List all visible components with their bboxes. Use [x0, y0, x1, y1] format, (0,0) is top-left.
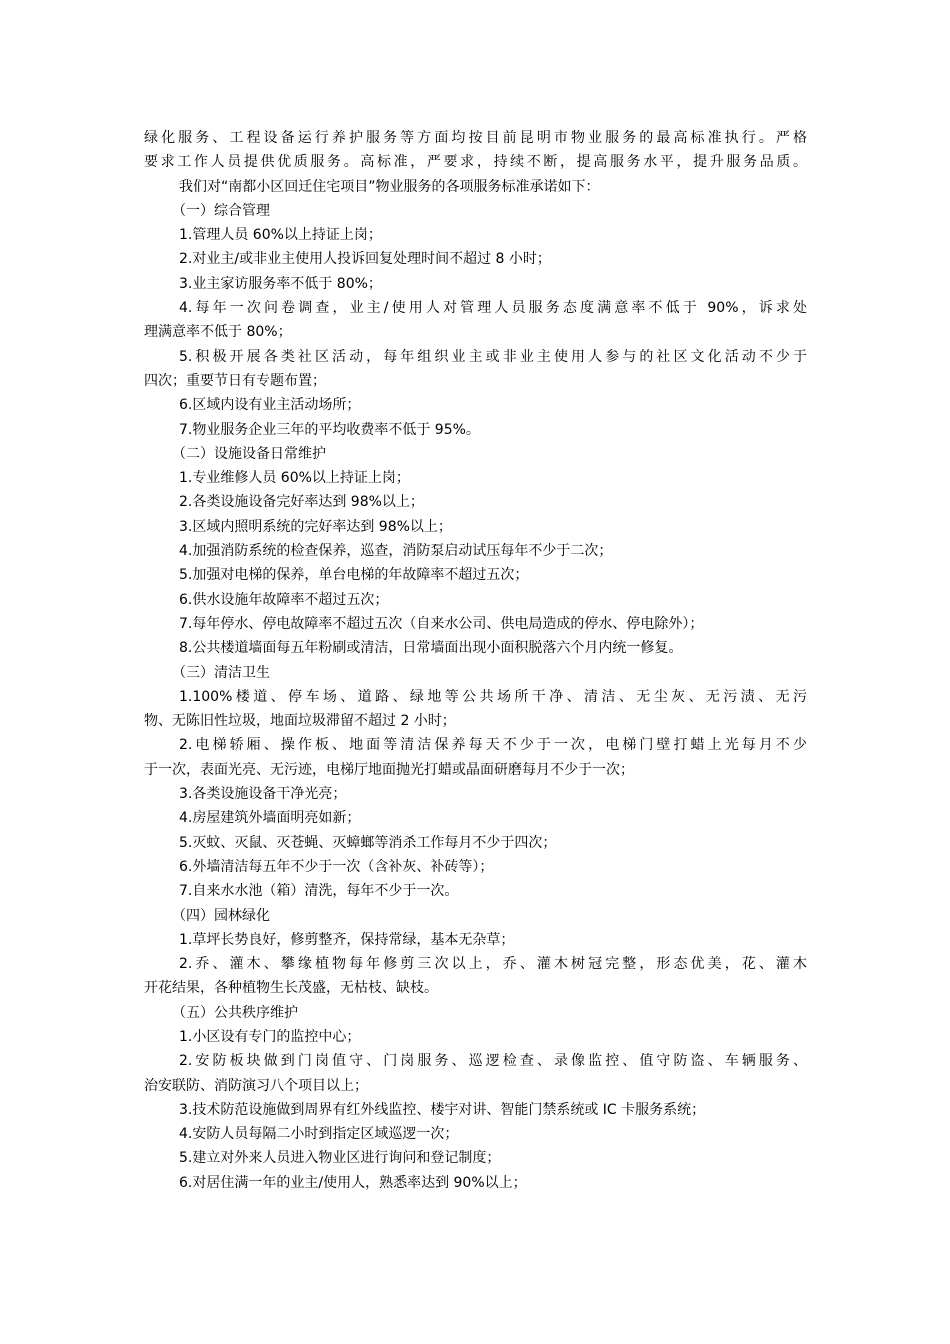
text-line: 4.房屋建筑外墙面明亮如新； [179, 810, 361, 827]
text-line: 5.积极开展各类社区活动，每年组织业主或非业主使用人参与的社区文化活动不少于 [179, 348, 807, 365]
text-line: 5.加强对电梯的保养，单台电梯的年故障率不超过五次； [179, 567, 529, 584]
text-line: 我们对“南都小区回迁住宅项目”物业服务的各项服务标准承诺如下： [179, 178, 600, 195]
text-line: 2.对业主/或非业主使用人投诉回复处理时间不超过 8 小时； [179, 251, 551, 268]
text-line: 5.灭蚊、灭鼠、灭苍蝇、灭蟑螂等消杀工作每月不少于四次； [179, 834, 557, 851]
text-line: 7.物业服务企业三年的平均收费率不低于 95%。 [179, 421, 480, 438]
text-line: 要求工作人员提供优质服务。高标准，严要求，持续不断，提高服务水平，提升服务品质。 [144, 154, 807, 171]
text-line: 3.各类设施设备干净光亮； [179, 786, 347, 803]
text-line: 7.自来水水池（箱）清洗，每年不少于一次。 [179, 883, 459, 900]
text-line: 2.乔、灌木、攀缘植物每年修剪三次以上，乔、灌木树冠完整，形态优美，花、灌木 [179, 956, 807, 973]
text-line: 物、无陈旧性垃圾，地面垃圾滞留不超过 2 小时； [144, 713, 456, 730]
text-line: 于一次，表面光亮、无污迹，电梯厅地面抛光打蜡或晶面研磨每月不少于一次； [144, 761, 634, 778]
text-line: 4.安防人员每隔二小时到指定区域巡逻一次； [179, 1126, 459, 1143]
text-line: 2.各类设施设备完好率达到 98%以上； [179, 494, 424, 511]
text-line: （四）园林绿化 [172, 907, 270, 924]
text-line: 7.每年停水、停电故障率不超过五次（自来水公司、供电局造成的停水、停电除外）； [179, 615, 704, 632]
text-line: 4.每年一次问卷调查，业主/使用人对管理人员服务态度满意率不低于 90%，诉求处 [179, 300, 807, 317]
text-line: 2.电梯轿厢、操作板、地面等清洁保养每天不少于一次，电梯门壁打蜡上光每月不少 [179, 737, 807, 754]
text-line: 1.管理人员 60%以上持证上岗； [179, 227, 382, 244]
text-line: 6.供水设施年故障率不超过五次； [179, 591, 389, 608]
text-line: （一）综合管理 [172, 202, 270, 219]
text-line: 治安联防、消防演习八个项目以上； [144, 1077, 368, 1094]
text-line: 2.安防板块做到门岗值守、门岗服务、巡逻检查、录像监控、值守防盗、车辆服务、 [179, 1053, 807, 1070]
text-line: 6.外墙清洁每五年不少于一次（含补灰、补砖等）； [179, 858, 494, 875]
text-line: 1.100%楼道、停车场、道路、绿地等公共场所干净、清洁、无尘灰、无污渍、无污 [179, 688, 807, 705]
text-line: 3.技术防范设施做到周界有红外线监控、楼宇对讲、智能门禁系统或 IC 卡服务系统； [179, 1101, 706, 1118]
text-line: 8.公共楼道墙面每五年粉刷或清洁，日常墙面出现小面积脱落六个月内统一修复。 [179, 640, 683, 657]
text-line: 1.草坪长势良好，修剪整齐，保持常绿，基本无杂草； [179, 931, 515, 948]
text-line: 4.加强消防系统的检查保养，巡查，消防泵启动试压每年不少于二次； [179, 543, 613, 560]
text-line: （五）公共秩序维护 [172, 1004, 298, 1021]
text-line: 3.区域内照明系统的完好率达到 98%以上； [179, 518, 452, 535]
text-line: （二）设施设备日常维护 [172, 445, 326, 462]
text-line: 5.建立对外来人员进入物业区进行询问和登记制度； [179, 1150, 501, 1167]
text-line: 绿化服务、工程设备运行养护服务等方面均按目前昆明市物业服务的最高标准执行。严格 [144, 130, 807, 146]
text-line: 6.区域内设有业主活动场所； [179, 397, 361, 414]
text-line: 6.对居住满一年的业主/使用人，熟悉率达到 90%以上； [179, 1174, 527, 1191]
text-line: 1.小区设有专门的监控中心； [179, 1028, 361, 1045]
text-line: 四次；重要节日有专题布置； [144, 372, 326, 389]
document-body [144, 126, 807, 1195]
text-line: 1.专业维修人员 60%以上持证上岗； [179, 470, 410, 487]
text-line: 开花结果，各种植物生长茂盛，无枯枝、缺枝。 [144, 980, 438, 997]
text-line: 3.业主家访服务率不低于 80%； [179, 275, 382, 292]
text-line: （三）清洁卫生 [172, 664, 270, 681]
text-line: 理满意率不低于 80%； [144, 324, 292, 341]
